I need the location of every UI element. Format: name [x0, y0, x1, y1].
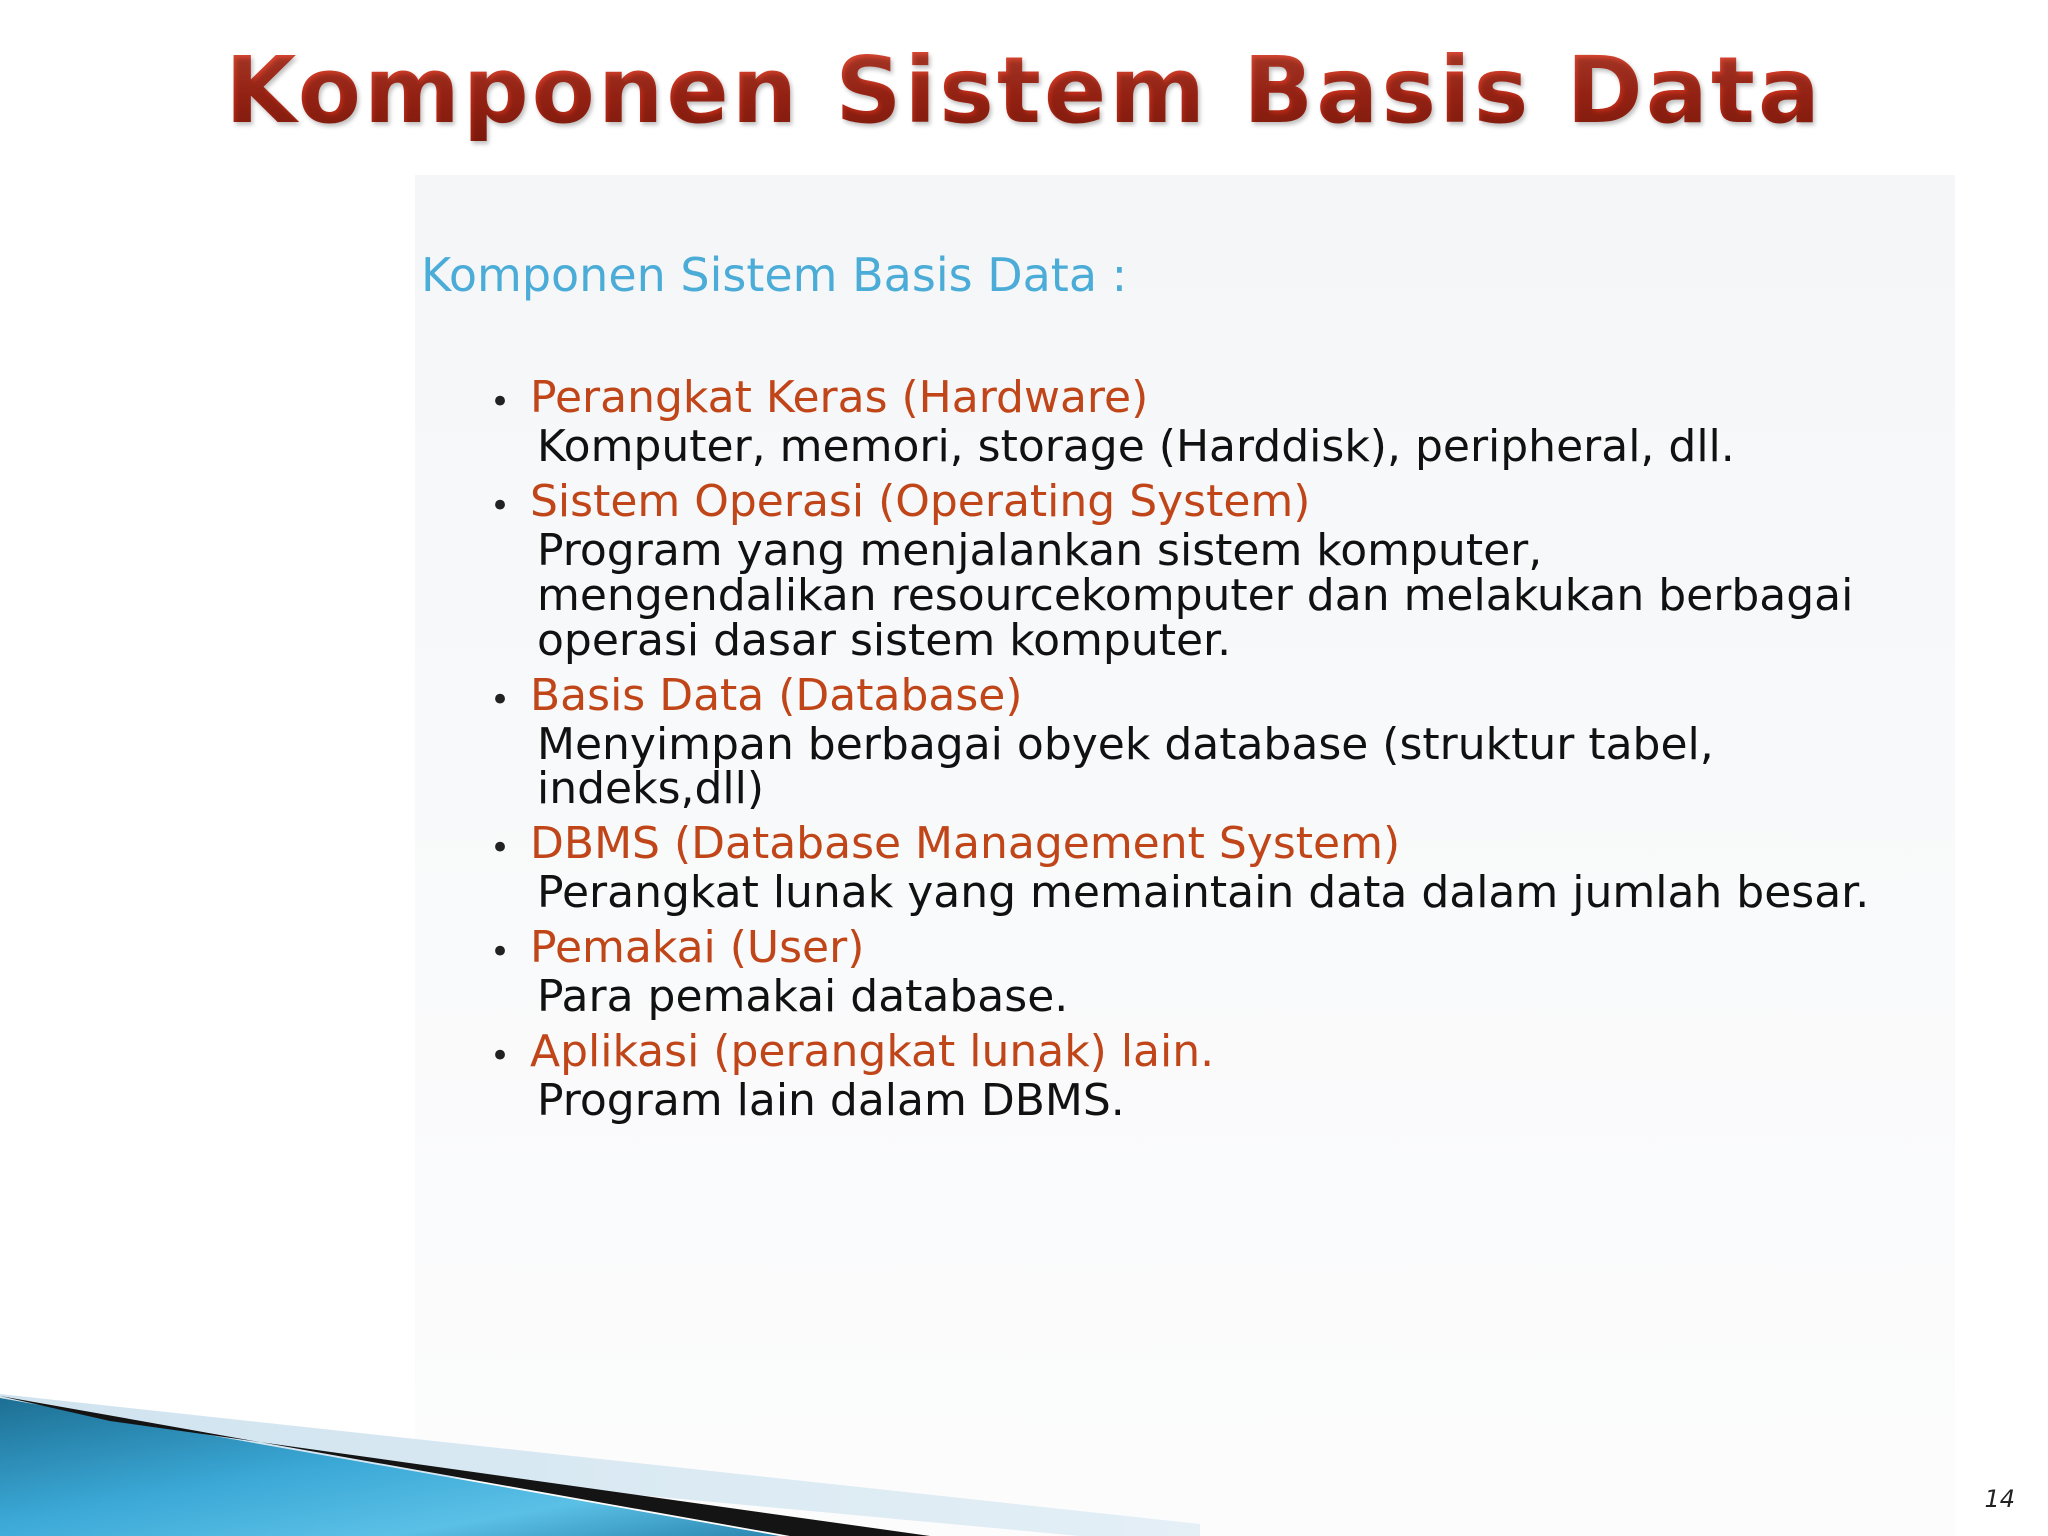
- bullet-icon: •: [490, 1036, 511, 1076]
- item-description: Para pemakai database.: [537, 971, 1069, 1023]
- item-heading-row: [490, 668, 1890, 723]
- slide-title: Komponen Sistem Basis Data: [0, 40, 2048, 141]
- item-heading: Perangkat Keras (Hardware): [530, 372, 1149, 423]
- corner-decoration: [0, 1296, 1200, 1536]
- list-item: [490, 370, 1890, 470]
- item-heading: DBMS (Database Management System): [530, 818, 1401, 870]
- bullet-icon: •: [490, 679, 511, 720]
- item-description: Perangkat lunak yang memaintain data dalam jumlah besar.: [537, 867, 1870, 919]
- item-description: Komputer, memori, storage (Harddisk), peripheral, dll.: [537, 421, 1735, 472]
- page-number: 14: [1984, 1485, 2015, 1513]
- item-description: Menyimpan berbagai obyek database (struktur tabel, indeks,dll): [537, 718, 1714, 815]
- item-heading-row: [490, 816, 1890, 871]
- list-item: [490, 1024, 1890, 1124]
- list-item: [490, 920, 1890, 1023]
- bullet-icon: •: [490, 382, 511, 422]
- item-description: Program yang menjalankan sistem komputer, mengendalikan resourcekomputer dan melakukan berbagai operasi dasar sistem komputer.: [537, 524, 1854, 666]
- item-heading: Sistem Operasi (Operating System): [530, 475, 1311, 527]
- bullet-icon: •: [490, 485, 511, 526]
- list-item: [490, 816, 1890, 919]
- item-heading-row: [490, 1024, 1890, 1079]
- item-heading: Basis Data (Database): [530, 669, 1023, 721]
- slide-subtitle: Komponen Sistem Basis Data :: [421, 248, 1128, 302]
- item-heading-row: [490, 474, 1890, 529]
- list-item: [490, 474, 1890, 664]
- item-heading: Aplikasi (perangkat lunak) lain.: [530, 1026, 1215, 1077]
- component-list: [490, 370, 1890, 1128]
- item-description: Program lain dalam DBMS.: [537, 1075, 1125, 1126]
- list-item: [490, 668, 1890, 813]
- item-heading-row: [490, 370, 1890, 425]
- bullet-icon: •: [490, 828, 511, 869]
- bullet-icon: •: [490, 932, 511, 973]
- item-heading: Pemakai (User): [530, 922, 865, 974]
- item-heading-row: [490, 920, 1890, 975]
